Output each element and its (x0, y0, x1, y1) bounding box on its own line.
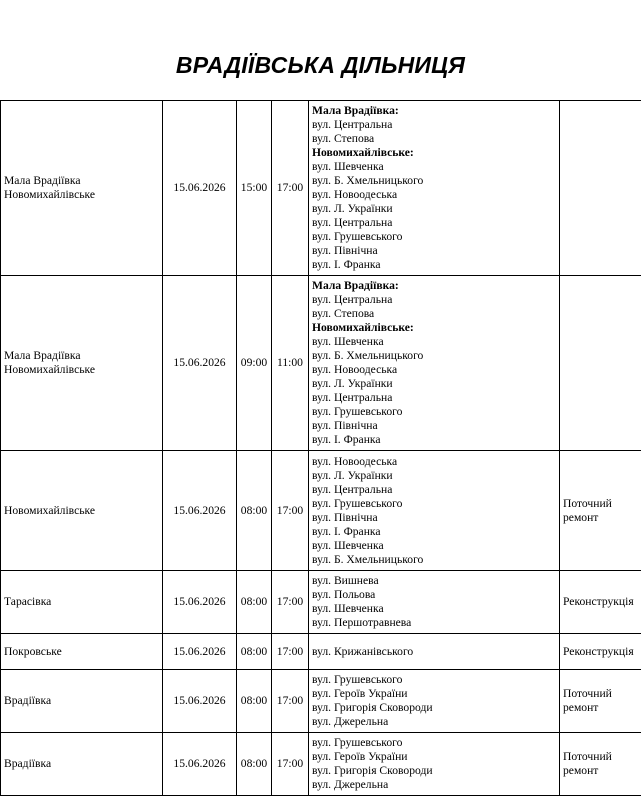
start-time-cell: 08:00 (237, 670, 272, 733)
street-item: вул. Л. Українки (312, 377, 393, 390)
table-row (1, 670, 641, 733)
start-time-cell: 08:00 (237, 733, 272, 796)
date-cell: 15.06.2026 (163, 101, 237, 276)
street-item: вул. Джерельна (312, 715, 389, 728)
street-item: вул. І. Франка (312, 433, 381, 446)
streets-cell (309, 733, 560, 796)
streets-cell (309, 634, 560, 670)
street-item: вул. Грушевського (312, 230, 403, 243)
street-item: вул. Героїв України (312, 750, 408, 763)
streets-cell (309, 451, 560, 571)
street-item: вул. Польова (312, 588, 376, 601)
settlement-cell (1, 101, 163, 276)
table-body (1, 101, 641, 796)
settlement-name: Новомихайлівське (4, 363, 96, 376)
work-type: Реконструкція (563, 595, 634, 608)
settlement-name: Врадіївка (4, 757, 52, 770)
date-cell: 15.06.2026 (163, 571, 237, 634)
street-item: вул. Б. Хмельницького (312, 349, 424, 362)
settlement-name: Мала Врадіївка (4, 349, 81, 362)
street-item: вул. Північна (312, 244, 378, 257)
table-row (1, 451, 641, 571)
end-time-cell: 17:00 (272, 733, 309, 796)
work-type-cell (560, 276, 641, 451)
street-item: вул. Степова (312, 132, 375, 145)
street-item: вул. Грушевського (312, 736, 403, 749)
settlement-header: Новомихайлівське: (312, 146, 414, 159)
end-time-cell: 17:00 (272, 571, 309, 634)
settlement-header: Мала Врадіївка: (312, 279, 399, 292)
street-item: вул. Центральна (312, 391, 393, 404)
street-item: вул. І. Франка (312, 524, 381, 538)
settlement-cell (1, 670, 163, 733)
table-row (1, 571, 641, 634)
settlement-cell (1, 571, 163, 634)
end-time-cell: 11:00 (272, 276, 309, 451)
street-item: вул. Північна (312, 419, 378, 432)
settlement-header: Мала Врадіївка: (312, 104, 399, 117)
start-time-cell: 15:00 (237, 101, 272, 276)
street-item: вул. Новоодеська (312, 363, 398, 376)
start-time-cell: 08:00 (237, 451, 272, 571)
page-title: ВРАДІЇВСЬКА ДІЛЬНИЦЯ (175, 52, 466, 78)
work-type-cell (560, 733, 641, 796)
street-item: вул. Центральна (312, 118, 393, 131)
start-time-cell: 08:00 (237, 571, 272, 634)
table-row (1, 276, 641, 451)
end-time-cell: 17:00 (272, 451, 309, 571)
table-row (1, 101, 641, 276)
street-item: вул. Новоодеська (312, 188, 398, 201)
date-cell: 15.06.2026 (163, 634, 237, 670)
settlement-name: Новомихайлівське (4, 188, 96, 201)
end-time-cell: 17:00 (272, 634, 309, 670)
work-type: Поточний (563, 687, 612, 700)
settlement-name: Новомихайлівське (4, 503, 96, 517)
street-item: вул. Грушевського (312, 673, 403, 686)
work-type: Поточний (563, 496, 612, 510)
street-item: вул. Центральна (312, 293, 393, 306)
start-time-cell: 09:00 (237, 276, 272, 451)
street-item: вул. Григорія Сковороди (312, 701, 433, 714)
date-cell: 15.06.2026 (163, 670, 237, 733)
street-item: вул. Грушевського (312, 496, 403, 510)
street-item: вул. Л. Українки (312, 202, 393, 215)
street-item: вул. Шевченка (312, 160, 384, 173)
street-item: вул. Центральна (312, 482, 393, 496)
outage-schedule-table (0, 100, 641, 796)
streets-cell (309, 101, 560, 276)
start-time-cell: 08:00 (237, 634, 272, 670)
work-type-cell (560, 451, 641, 571)
settlement-header: Новомихайлівське: (312, 321, 414, 334)
settlement-cell (1, 451, 163, 571)
street-item: вул. Першотравнева (312, 616, 412, 629)
street-item: вул. І. Франка (312, 258, 381, 271)
table-row (1, 733, 641, 796)
street-item: вул. Вишнева (312, 574, 379, 587)
settlement-name: Мала Врадіївка (4, 174, 81, 187)
streets-cell (309, 670, 560, 733)
street-item: вул. Л. Українки (312, 468, 393, 482)
street-item: вул. Б. Хмельницького (312, 174, 424, 187)
street-item: вул. Б. Хмельницького (312, 552, 424, 566)
street-item: вул. Героїв України (312, 687, 408, 700)
end-time-cell: 17:00 (272, 101, 309, 276)
end-time-cell: 17:00 (272, 670, 309, 733)
work-type-cell (560, 571, 641, 634)
street-item: вул. Шевченка (312, 538, 384, 552)
settlement-name: Тарасівка (4, 595, 52, 608)
date-cell: 15.06.2026 (163, 276, 237, 451)
street-item: вул. Джерельна (312, 778, 389, 791)
work-type-cell (560, 634, 641, 670)
work-type: ремонт (563, 510, 599, 524)
settlement-cell (1, 634, 163, 670)
street-item: вул. Новоодеська (312, 454, 398, 468)
settlement-name: Врадіївка (4, 694, 52, 707)
date-cell: 15.06.2026 (163, 451, 237, 571)
work-type-cell (560, 101, 641, 276)
work-type: ремонт (563, 764, 599, 777)
settlement-name: Покровське (4, 644, 62, 658)
work-type-cell (560, 670, 641, 733)
streets-cell (309, 571, 560, 634)
table-row (1, 634, 641, 670)
work-type: Поточний (563, 750, 612, 763)
street-item: вул. Шевченка (312, 602, 384, 615)
street-item: вул. Степова (312, 307, 375, 320)
street-item: вул. Крижанівського (312, 644, 414, 658)
street-item: вул. Північна (312, 510, 378, 524)
street-item: вул. Центральна (312, 216, 393, 229)
street-item: вул. Григорія Сковороди (312, 764, 433, 777)
settlement-cell (1, 276, 163, 451)
street-item: вул. Шевченка (312, 335, 384, 348)
street-item: вул. Грушевського (312, 405, 403, 418)
streets-cell (309, 276, 560, 451)
date-cell: 15.06.2026 (163, 733, 237, 796)
settlement-cell (1, 733, 163, 796)
work-type: Реконструкція (563, 644, 634, 658)
work-type: ремонт (563, 701, 599, 714)
